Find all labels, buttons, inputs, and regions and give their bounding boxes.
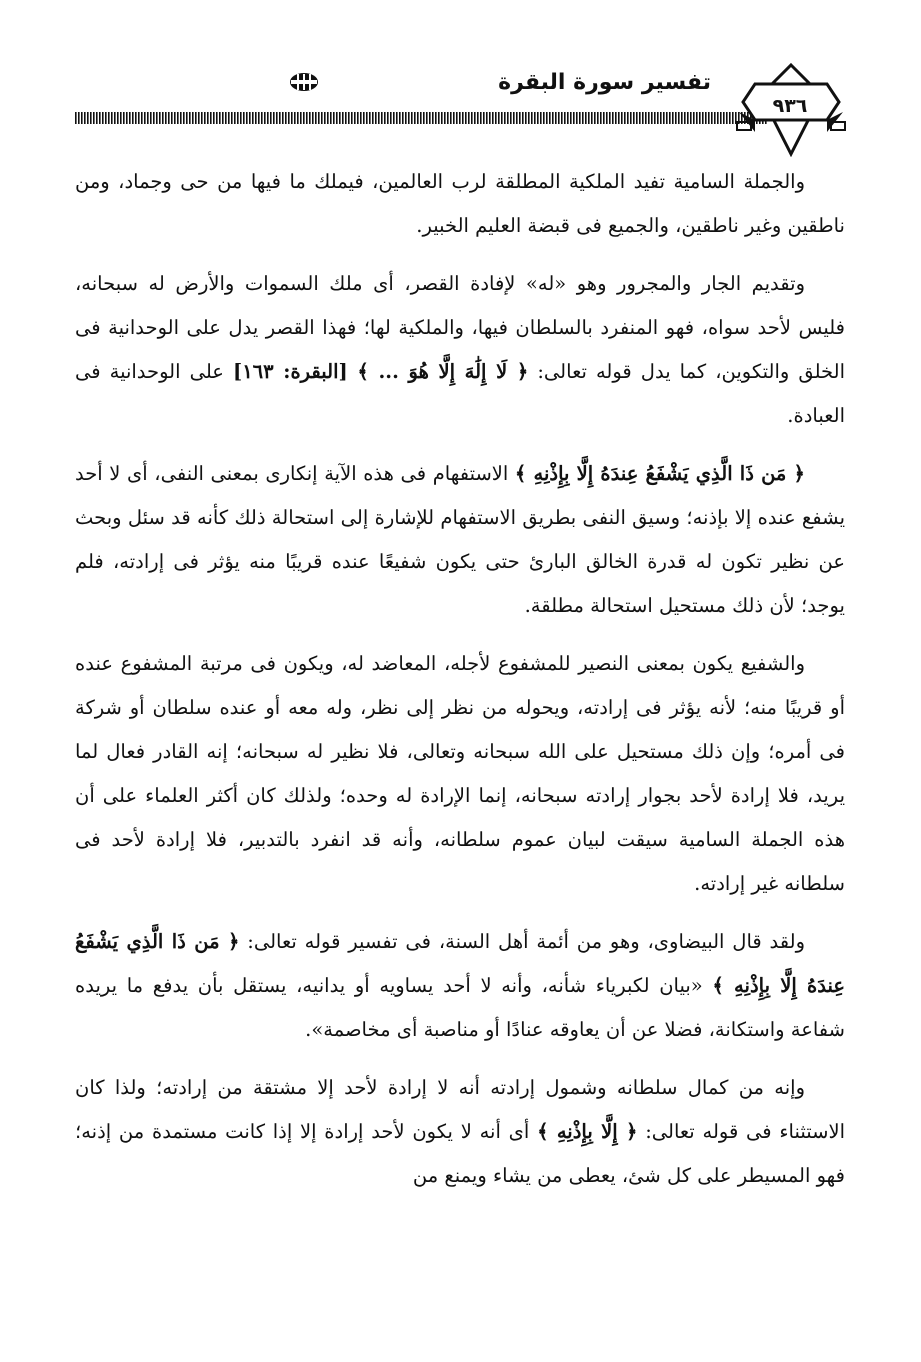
paragraph: [75, 262, 845, 438]
text-run: أى أنه لا يكون لأحد إرادة إلا إذا كانت مستمدة من إذنه؛ فهو المسيطر على كل شئ، يعطى من يشاء ويمنع من: [75, 1120, 845, 1187]
quran-quote: ﴿ لَا إِلَٰهَ إِلَّا هُوَ ... ﴾: [357, 360, 529, 383]
running-title: تفسير سورة البقرة: [498, 70, 711, 95]
text-run: على الوحدانية فى العبادة.: [75, 360, 845, 427]
paragraph: [75, 920, 845, 1052]
page-header: [0, 0, 921, 160]
text-run: والشفيع يكون بمعنى النصير للمشفوع لأجله، المعاضد له، ويكون فى مرتبة المشفوع عنده أو قريبًا منه؛ لأنه يؤثر فى إرادته، ويحوله من نظر إلى نظر، وله معه أو عنده سلطان أو شركة فى أمره؛ وإن ذلك مستحيل على الله سبحانه وتعالى، فلا نظير له سبحانه؛ إنه القادر فعال لما يريد، فلا إرادة لأحد بجوار إرادته سبحانه، إنما الإرادة له وحده؛ ولذلك كان أكثر العلماء على أن هذه الجملة السامية سيقت لبيان عموم سلطانه، وأنه قد انفرد بالتدبير، فلا إرادة لأحد فى سلطانه غير إرادته.: [75, 652, 845, 895]
text-run: الاستفهام فى هذه الآية إنكارى بمعنى النفى، أى لا أحد يشفع عنده إلا بإذنه؛ وسيق النفى بطريق الاستفهام للإشارة إلى استحالة ذلك كأنه قد سئل وبحث عن نظير تكون له قدرة الخالق البارئ حتى يكون شفيعًا عنده قريبًا منه يؤثر فى إرادته، فلم يوجد؛ لأن ذلك مستحيل استحالة مطلقة.: [75, 462, 845, 617]
quran-quote: ﴿ مَن ذَا الَّذِي يَشْفَعُ عِندَهُ إِلَّا بِإِذْنِهِ ﴾: [75, 930, 845, 997]
paragraph: [75, 160, 845, 248]
text-run: وتقديم الجار والمجرور وهو «له» لإفادة القصر، أى ملك السموات والأرض له سبحانه، فليس لأحد سواه، فهو المنفرد بالسلطان فيها، والملكية لها؛ فهذا القصر يدل على الوحدانية فى الخلق والتكوين، كما يدل قوله تعالى:: [75, 272, 845, 383]
text-run: «بيان لكبرياء شأنه، وأنه لا أحد يساويه أو يدانيه، يستقل بأن يدفع ما يريده شفاعة واستكانة، فضلا عن أن يعاوقه عنادًا أو مناصبة أى مخاصمة».: [75, 974, 845, 1041]
text-run: وإنه من كمال سلطانه وشمول إرادته أنه لا إرادة لأحد إلا مشتقة من إرادته؛ ولذا كان الاستثناء فى قوله تعالى:: [75, 1076, 845, 1143]
quran-quote: ﴿ مَن ذَا الَّذِي يَشْفَعُ عِندَهُ إِلَّا بِإِذْنِهِ ﴾: [514, 462, 805, 485]
header-rule: [75, 112, 767, 124]
body-text: [75, 160, 845, 1340]
paragraph: [75, 452, 845, 628]
quran-quote: ﴿ إِلَّا بِإِذْنِهِ ﴾: [537, 1120, 638, 1143]
verse-reference: [البقرة: ١٦٣]: [232, 360, 358, 383]
paragraph: [75, 642, 845, 906]
ornament-icon: [287, 71, 321, 93]
text-run: والجملة السامية تفيد الملكية المطلقة لرب العالمين، فيملك ما فيها من حى وجماد، ومن ناطقين وغير ناطقين، والجميع فى قبضة العليم الخبير.: [75, 170, 845, 237]
paragraph: [75, 1066, 845, 1198]
page-number: ٩٣٦: [772, 95, 808, 117]
text-run: ولقد قال البيضاوى، وهو من أئمة أهل السنة، فى تفسير قوله تعالى:: [239, 930, 805, 953]
